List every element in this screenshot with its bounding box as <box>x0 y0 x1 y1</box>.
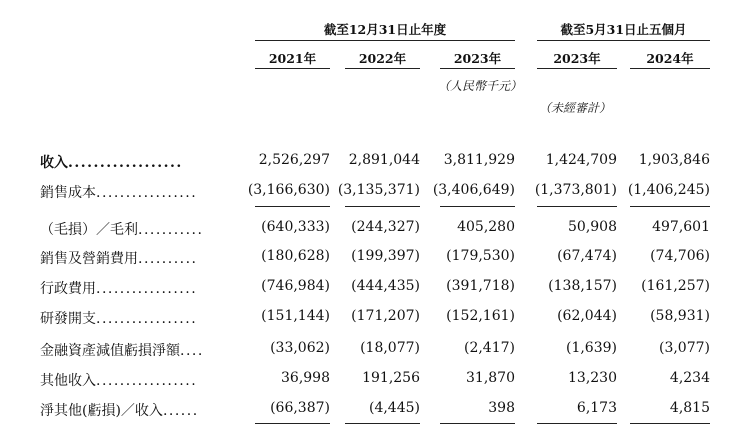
row-value-cell: (391,718) <box>446 278 515 294</box>
year-header-2021: 2021年 <box>268 51 317 66</box>
row-value-cell: 50,908 <box>568 219 617 235</box>
row-value-cell: (640,333) <box>261 219 330 235</box>
row-value-cell: (180,628) <box>261 248 330 264</box>
row-label-text: 淨其他(虧損)／收入 <box>40 403 163 419</box>
row-value-cell: (199,397) <box>351 248 420 264</box>
row-label-text: 研發開支 <box>40 311 96 327</box>
row-label-leader-dots: ........... <box>138 222 204 238</box>
row-label-leader-dots: .... <box>180 343 204 359</box>
row-value-cell: (2,417) <box>463 340 515 356</box>
row-value-cell: (1,373,801) <box>534 182 617 198</box>
row-value-cell: 4,815 <box>669 400 710 416</box>
bottom-rule-2023 <box>440 423 515 424</box>
row-value-cell: (3,406,649) <box>432 182 515 198</box>
row-value-cell: 2,891,044 <box>348 152 420 168</box>
bottom-rule-2024-5m <box>630 423 710 424</box>
row-label-leader-dots: .......... <box>138 251 198 267</box>
year-header-2024-5m: 2024年 <box>646 51 694 66</box>
row-value-cell: 405,280 <box>457 219 515 235</box>
row-label-leader-dots: ................. <box>96 373 198 389</box>
subtotal-rule-2024-5m <box>630 206 710 207</box>
group-header-fiscal-year: 截至12月31日止年度 <box>323 22 447 37</box>
bottom-rule-2022 <box>345 423 420 424</box>
row-label-leader-dots: ................. <box>96 311 198 327</box>
row-value-cell: 31,870 <box>466 370 515 386</box>
row-value-cell: 1,903,846 <box>638 152 710 168</box>
group-header-five-months: 截至5月31日止五個月 <box>560 22 687 37</box>
row-label-leader-dots: ...... <box>162 403 199 419</box>
row-value-cell: 6,173 <box>576 400 617 416</box>
row-value-cell: (152,161) <box>446 308 515 324</box>
row-value-cell: (171,207) <box>351 308 420 324</box>
row-label <box>40 308 240 328</box>
row-label <box>40 278 240 298</box>
year-rule-2022 <box>345 68 420 69</box>
row-label-text: （毛損）／毛利 <box>40 222 138 238</box>
row-value-cell: (138,157) <box>548 278 617 294</box>
group-header-fiscal-year-rule <box>255 40 515 41</box>
year-header-2023-5m: 2023年 <box>553 51 601 66</box>
row-value-cell: 36,998 <box>281 370 330 386</box>
row-value-cell: (4,445) <box>368 400 420 416</box>
row-value-cell: (66,387) <box>270 400 330 416</box>
row-value-cell: (58,931) <box>650 308 710 324</box>
row-value-cell: (33,062) <box>270 340 330 356</box>
row-value-cell: (67,474) <box>557 248 617 264</box>
row-value-cell: 191,256 <box>362 370 420 386</box>
bottom-rule-2021 <box>255 423 330 424</box>
row-value-cell: (1,639) <box>565 340 617 356</box>
subtotal-rule-2022 <box>345 206 420 207</box>
row-label-text: 銷售及營銷費用 <box>40 251 138 267</box>
row-label-text: 銷售成本 <box>40 185 96 201</box>
group-header-five-months-rule <box>537 40 710 41</box>
row-value-cell: 2,526,297 <box>258 152 330 168</box>
row-label-leader-dots: ................. <box>96 185 198 201</box>
row-value-cell: (244,327) <box>351 219 420 235</box>
subtotal-rule-2023-5m <box>537 206 617 207</box>
row-value-cell: (746,984) <box>261 278 330 294</box>
row-label-text: 行政費用 <box>40 281 96 297</box>
row-value-cell: (179,530) <box>446 248 515 264</box>
row-value-cell: 398 <box>488 400 515 416</box>
unaudited-note: （未經審計） <box>538 101 611 115</box>
row-label <box>40 182 240 202</box>
year-rule-2021 <box>255 68 330 69</box>
row-label <box>40 219 240 239</box>
subtotal-rule-2023 <box>440 206 515 207</box>
row-label <box>40 152 240 172</box>
bottom-rule-2023-5m <box>537 423 617 424</box>
year-header-2023: 2023年 <box>453 51 502 66</box>
year-header-2022: 2022年 <box>358 51 407 66</box>
row-value-cell: 4,234 <box>669 370 710 386</box>
row-label <box>40 400 240 420</box>
row-value-cell: (3,135,371) <box>337 182 420 198</box>
row-label-text: 收入 <box>40 155 68 171</box>
row-value-cell: (3,077) <box>658 340 710 356</box>
currency-note: （人民幣千元） <box>437 79 522 93</box>
row-value-cell: (151,144) <box>261 308 330 324</box>
row-value-cell: (3,166,630) <box>247 182 330 198</box>
year-rule-2023-5m <box>537 68 617 69</box>
row-value-cell: (18,077) <box>360 340 420 356</box>
subtotal-rule-2021 <box>255 206 330 207</box>
year-rule-2024-5m <box>630 68 710 69</box>
row-value-cell: (444,435) <box>351 278 420 294</box>
row-label-leader-dots: ................. <box>96 281 198 297</box>
row-value-cell: 3,811,929 <box>443 152 515 168</box>
row-label <box>40 370 240 390</box>
row-label-leader-dots: .................. <box>68 155 183 171</box>
row-label-text: 金融資產減值虧損淨額 <box>40 343 180 359</box>
row-label <box>40 248 240 268</box>
row-value-cell: 497,601 <box>652 219 710 235</box>
year-rule-2023 <box>440 68 515 69</box>
row-label-text: 其他收入 <box>40 373 96 389</box>
row-value-cell: (62,044) <box>557 308 617 324</box>
row-value-cell: 1,424,709 <box>545 152 617 168</box>
row-value-cell: 13,230 <box>568 370 617 386</box>
row-value-cell: (161,257) <box>641 278 710 294</box>
row-label <box>40 340 240 360</box>
row-value-cell: (74,706) <box>650 248 710 264</box>
row-value-cell: (1,406,245) <box>627 182 710 198</box>
